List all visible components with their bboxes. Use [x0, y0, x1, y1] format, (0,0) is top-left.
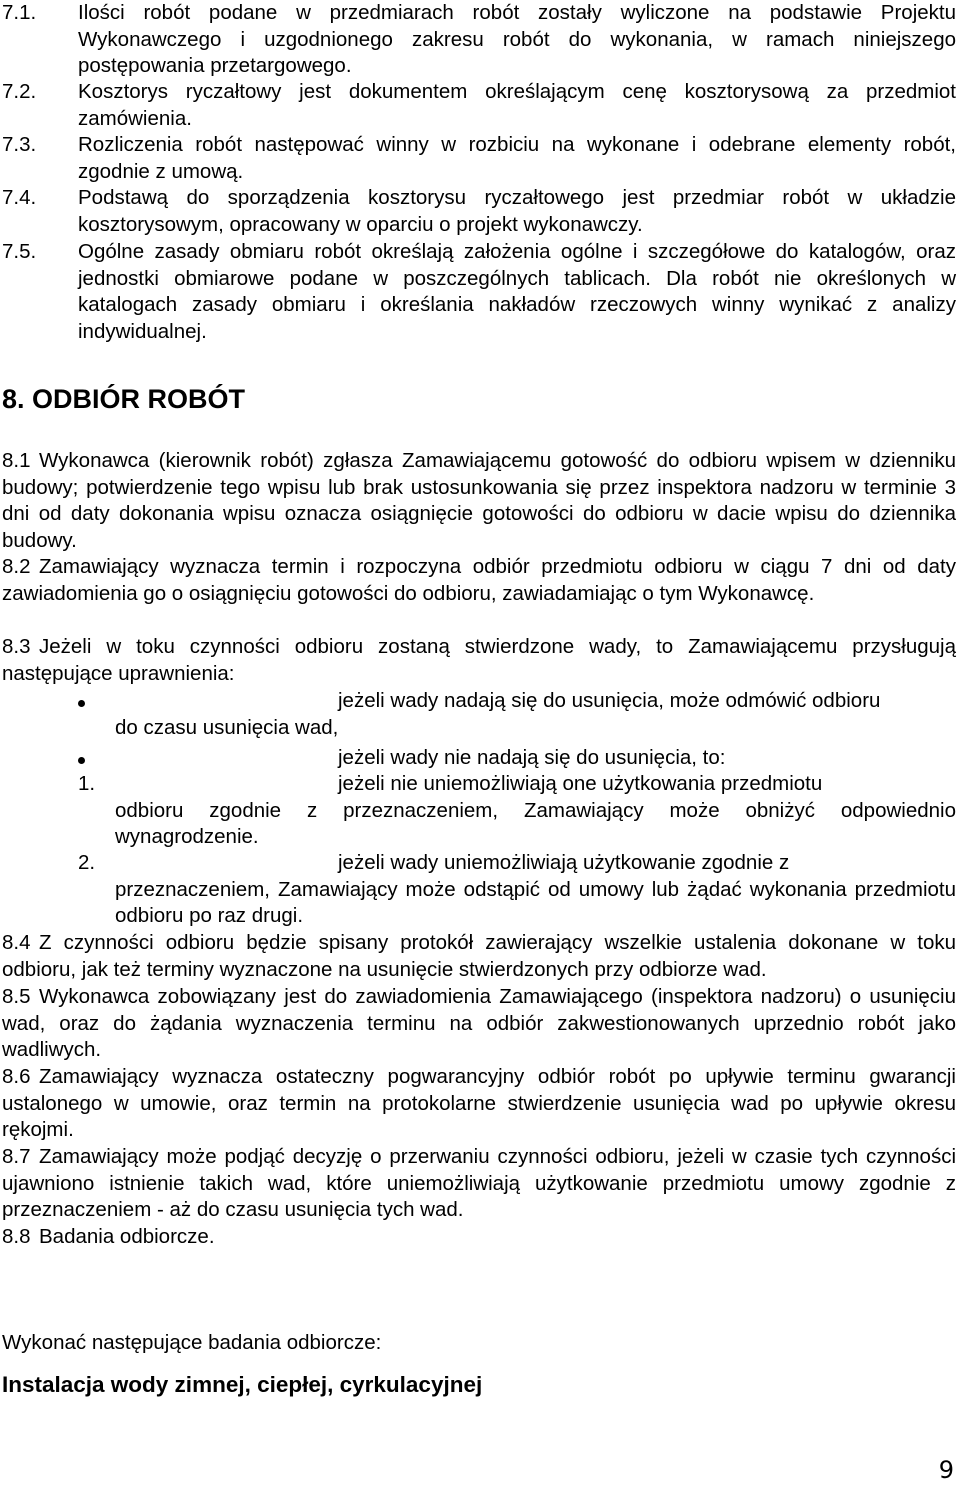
intro-text: Wykonać następujące badania odbiorcze:: [2, 1331, 382, 1354]
item-number: 7.5.: [2, 240, 37, 263]
paragraph-text: Zamawiający wyznacza ostateczny pogwarancyjny odbiór robót po upływie terminu gwarancji ustalonego w umowie, oraz termin na protokolarne stwierdzenie usunięcia wad po upływie okresu rękojmi.: [2, 1065, 956, 1141]
item-number: 7.1.: [2, 1, 37, 24]
item-text: Ogólne zasady obmiaru robót określają założenia ogólne i szczegółowe do katalogów, oraz jednostki obmiarowe podane w poszczególnych tablicach. Dla robót nie określonych w katalogach zasady obmiaru i określania nakładów rzeczowych winny wynikać z analizy indywidualnej.: [78, 240, 956, 343]
numbered-rest: odbioru zgodnie z przeznaczeniem, Zamawiający może obniżyć odpowiednio wynagrodzenie.: [115, 798, 956, 848]
bullet-dot-icon: [78, 700, 85, 707]
paragraph-text: Zamawiający może podjąć decyzję o przerwaniu czynności odbioru, jeżeli w czasie tych czynności ujawniono istnienie takich wad, które uniemożliwiają użytkowanie przedmiotu umowy zgodnie z przeznaczeniem - aż do czasu usunięcia tych wad.: [2, 1145, 956, 1221]
numbered-rest: przeznaczeniem, Zamawiający może odstąpić od umowy lub żądać wykonania przedmiotu odbioru po raz drugi.: [115, 877, 956, 927]
numbered-lead: jeżeli nie uniemożliwiają one użytkowania przedmiotu: [338, 772, 823, 795]
item-text: Ilości robót podane w przedmiarach robót zostały wyliczone na podstawie Projektu Wykonawczego i uzgodnionego zakresu robót do wykonania, w ramach niniejszego postępowania przetargowego.: [78, 1, 956, 77]
bullet-rest: do czasu usunięcia wad,: [115, 715, 339, 739]
section-heading: 8. ODBIÓR ROBÓT: [2, 384, 246, 414]
paragraph-text: Zamawiający wyznacza termin i rozpoczyna odbiór przedmiotu odbioru w ciągu 7 dni od daty zawiadomienia go o osiągnięciu gotowości do odbioru, zawiadamiając o tym Wykonawcę.: [2, 555, 956, 605]
item-text: Rozliczenia robót następować winny w rozbiciu na wykonane i odebrane elementy robót, zgodnie z umową.: [78, 133, 956, 183]
paragraph-number: 8.7: [2, 1145, 31, 1168]
paragraph-text: Wykonawca (kierownik robót) zgłasza Zamawiającemu gotowość do odbioru wpisem w dzienniku budowy; potwierdzenie tego wpisu lub brak ustosunkowania się przez inspektora nadzoru w terminie 3 dni od daty dokonania wpisu oznacza osiągnięcie gotowości do odbioru w dacie wpisu do dziennika budowy.: [2, 449, 956, 552]
numbered-text-block: [115, 850, 956, 930]
numbered-item-number: 2.: [78, 851, 96, 874]
paragraph-number: 8.2: [2, 555, 31, 578]
paragraph-number: 8.1: [2, 449, 31, 472]
item-number: 7.3.: [2, 133, 37, 156]
item-number: 7.2.: [2, 80, 37, 103]
bullet-lead: jeżeli wady nadają się do usunięcia, może odmówić odbioru: [338, 689, 881, 712]
paragraph-text: Jeżeli w toku czynności odbioru zostaną stwierdzone wady, to Zamawiającemu przysługują następujące uprawnienia:: [2, 635, 956, 685]
paragraph-text: Badania odbiorcze.: [39, 1225, 215, 1248]
paragraph-number: 8.8: [2, 1225, 31, 1248]
subheading: Instalacja wody zimnej, ciepłej, cyrkulacyjnej: [2, 1372, 483, 1397]
numbered-lead: jeżeli wady uniemożliwiają użytkowanie zgodnie z: [338, 851, 790, 874]
paragraph-number: 8.6: [2, 1065, 31, 1088]
numbered-text-block: [115, 771, 956, 851]
bullet-dot-icon: [78, 757, 85, 764]
item-text: Podstawą do sporządzenia kosztorysu ryczałtowego jest przedmiar robót w układzie kosztorysowym, opracowany w oparciu o projekt wykonawczy.: [78, 186, 956, 236]
bullet-lead: jeżeli wady nie nadają się do usunięcia, to:: [338, 746, 726, 769]
bullet-text-block: [115, 688, 956, 741]
paragraph-number: 8.3: [2, 635, 31, 658]
item-number: 7.4.: [2, 186, 37, 209]
paragraph-number: 8.5: [2, 985, 31, 1008]
paragraph-text: Z czynności odbioru będzie spisany protokół zawierający wszelkie ustalenia dokonane w toku odbioru, jak też terminy wyznaczone na usunięcie stwierdzonych przy odbiorze wad.: [2, 931, 956, 981]
paragraph-number: 8.4: [2, 931, 31, 954]
numbered-item-number: 1.: [78, 772, 96, 795]
page-number: 9: [938, 1456, 954, 1484]
bullet-text-block: [115, 745, 956, 772]
item-text: Kosztorys ryczałtowy jest dokumentem określającym cenę kosztorysową za przedmiot zamówienia.: [78, 80, 956, 130]
paragraph-text: Wykonawca zobowiązany jest do zawiadomienia Zamawiającego (inspektora nadzoru) o usunięciu wad, oraz do żądania wyznaczenia terminu na odbiór zakwestionowanych uprzednio robót jako wadliwych.: [2, 985, 956, 1061]
